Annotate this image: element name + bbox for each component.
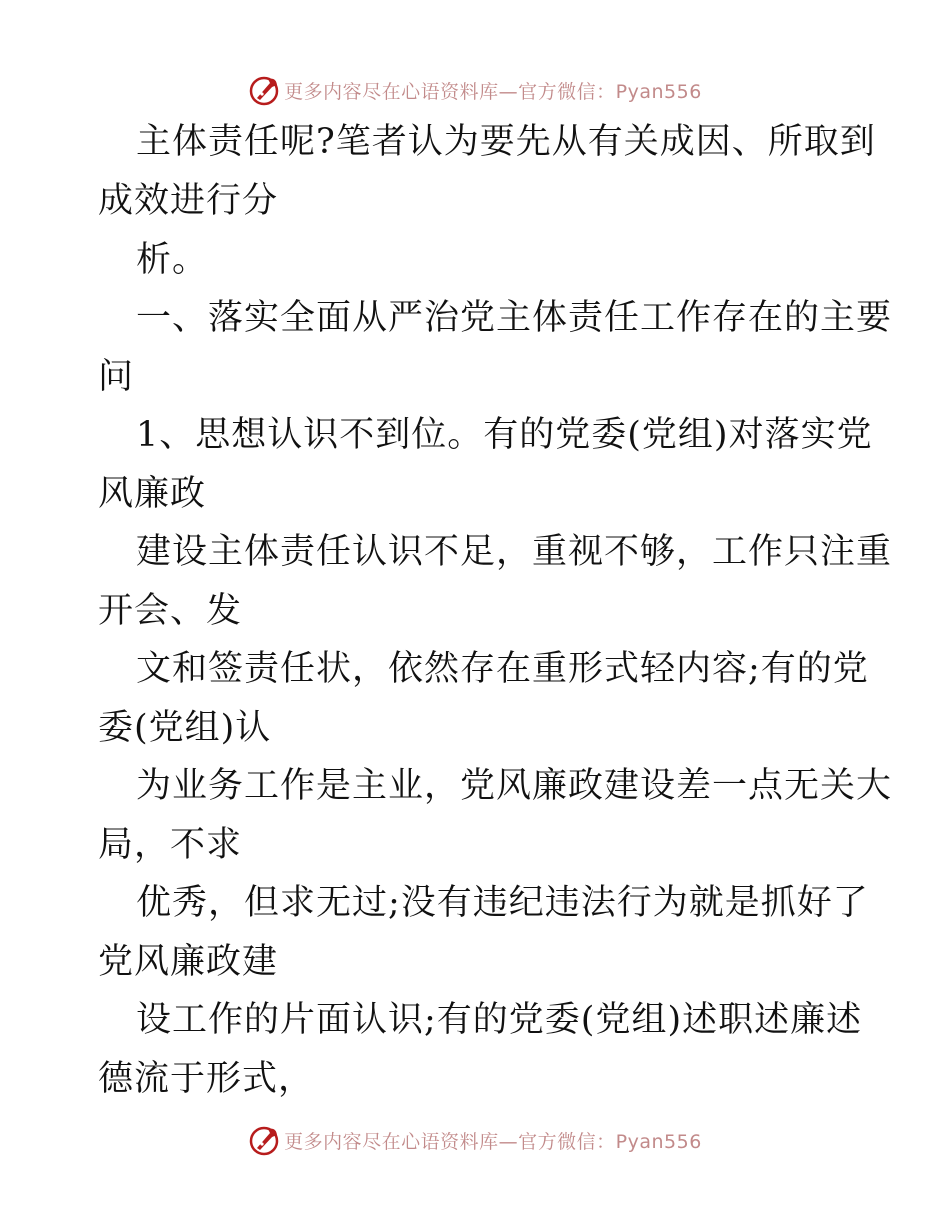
body-line: 1、思想认识不到位。有的党委(党组)对落实党	[136, 415, 873, 455]
body-line: 局，不求	[98, 825, 243, 865]
body-line: 风廉政	[98, 474, 207, 514]
body-line: 成效进行分	[98, 181, 279, 221]
body-line: 为业务工作是主业，党风廉政建设差一点无关大	[136, 766, 893, 806]
body-line: 一、落实全面从严治党主体责任工作存在的主要	[136, 298, 893, 338]
body-line: 问	[98, 357, 135, 397]
body-line: 德流于形式，	[98, 1059, 315, 1099]
footer-banner-text: 更多内容尽在心语资料库—官方微信：Pyan556	[284, 1130, 702, 1153]
body-line: 建设主体责任认识不足，重视不够，工作只注重	[136, 532, 893, 572]
body-line: 委(党组)认	[98, 708, 272, 748]
quill-pen-logo-icon	[248, 1124, 280, 1156]
body-line: 设工作的片面认识;有的党委(党组)述职述廉述	[136, 1000, 863, 1040]
header-banner-text: 更多内容尽在心语资料库—官方微信：Pyan556	[284, 80, 702, 103]
body-line: 析。	[136, 240, 209, 280]
body-line: 文和签责任状，依然存在重形式轻内容;有的党	[136, 649, 869, 689]
body-line: 主体责任呢?笔者认为要先从有关成因、所取到	[136, 122, 876, 162]
footer-banner	[0, 1120, 950, 1160]
body-line: 党风廉政建	[98, 942, 279, 982]
body-line: 开会、发	[98, 591, 243, 631]
quill-pen-logo-icon	[248, 74, 280, 106]
header-banner	[0, 70, 950, 110]
body-line: 优秀，但求无过;没有违纪违法行为就是抓好了	[136, 883, 869, 923]
